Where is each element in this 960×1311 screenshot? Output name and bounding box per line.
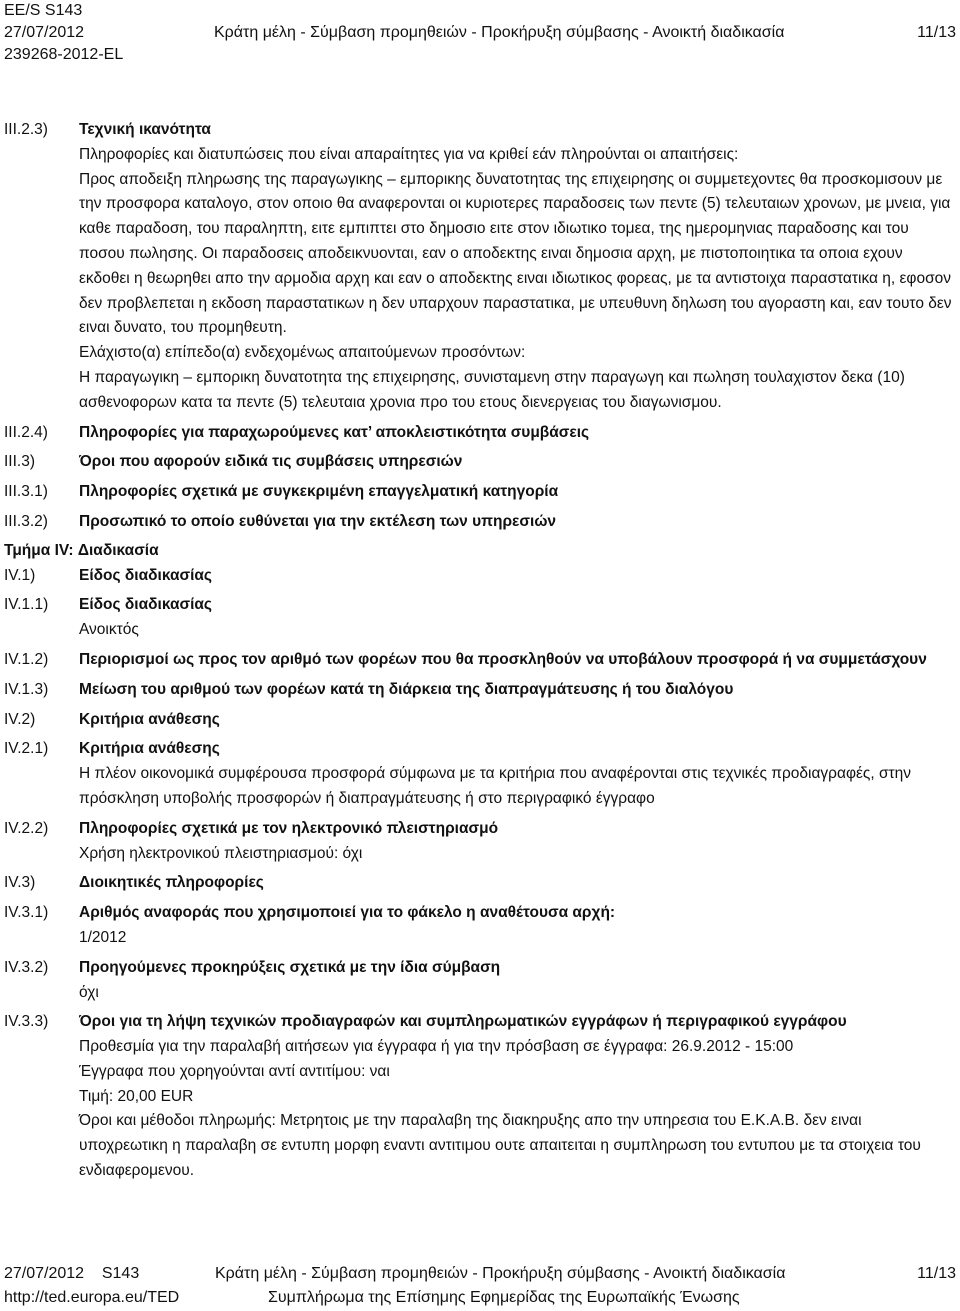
footer-supplement: Συμπλήρωμα της Επίσημης Εφημερίδας της Ευρωπαϊκής Ένωσης (268, 1289, 740, 1306)
section-iv-1-3 (0, 678, 960, 703)
section-title: Προηγούμενες προκηρύξεις σχετικά με την ίδια σύμβαση (79, 958, 501, 976)
section-title: Μείωση του αριθμού των φορέων κατά τη διάρκεια της διαπραγμάτευσης ή του διαλόγου (79, 680, 734, 698)
section-title: Τεχνική ικανότητα (79, 121, 211, 138)
section-iv-2-1 (0, 737, 960, 811)
section-iii-2-3 (0, 118, 960, 416)
section-title: Κριτήρια ανάθεσης (79, 710, 220, 728)
section-text: Ελάχιστο(α) επίπεδο(α) ενδεχομένως απαιτούμενων προσόντων: (79, 344, 526, 362)
section-iii-3 (0, 450, 960, 475)
section-text: Χρήση ηλεκτρονικού πλειστηριασμού: όχι (79, 844, 363, 862)
footer-url: http://ted.europa.eu/TED (4, 1289, 180, 1306)
header-page-number: 11/13 (917, 24, 956, 41)
section-iv-3-1 (0, 901, 960, 951)
header-doc-code: EE/S S143 (4, 2, 83, 19)
section-text: Η παραγωγικη – εμπορικη δυνατοτητα της επιχειρησης, συνισταμενη στην παραγωγη και πωληση τουλαχιστον δεκα (10) ασθενοφορων κατα τα πεντε (5) τελευταια χρονια προ του ετους διενεργειας του διαγωνισμου. (79, 368, 905, 411)
header-doc-id: 239268-2012-EL (4, 46, 124, 63)
part-label: Τμήμα IV: (4, 541, 78, 559)
section-iii-2-4 (0, 421, 960, 446)
section-iv-1-1 (0, 593, 960, 643)
section-iv-2 (0, 708, 960, 733)
section-title: Περιορισμοί ως προς τον αριθμό των φορέων που θα προσκληθούν να υποβάλουν προσφορά ή να συμμετάσχουν (79, 650, 927, 668)
footer-date-code (4, 1265, 139, 1283)
section-number: III.2.3) (4, 121, 48, 138)
section-text: Προς αποδειξη πληρωσης της παραγωγικης – εμπορικης δυνατοτητας της επιχειρησης οι συμμετεχοντες θα προσκομισουν με την προσφορα καταλογο, στον οποιο θα αναφερονται οι κυριοτερες παραδοσεις των πεντε (5) τελευταιων χρονων, με μνεια, για καθε παραδοση, του παραληπτη, ειτε εμπιπτει στο δημοσιο ειτε στον ιδιωτικο τομεα, της ημερομηνιας παραδοσης και του ποσου πωλησης. Οι παραδοσεις αποδεικνυονται, εαν ο αποδεκτης ειναι δημοσια αρχη, με πιστοποιητικα τα οποια εχουν εκδοθει η θεωρηθει απο την αρμοδια αρχη και εαν ο αποδεκτης ειναι ιδιωτικος φορεας, με τα αντιστοιχα παραστατικα η, εφοσον δεν προβλεπεται η εκδοση παραστατικων η δεν υπαρχουν παραστατικα, με υπευθυνη δηλωση του αγοραστη και, εαν τουτο δεν ειναι δυνατο, του προμηθευτη. (79, 170, 952, 337)
section-title: Διοικητικές πληροφορίες (79, 874, 264, 892)
section-title: Κριτήρια ανάθεσης (79, 740, 220, 758)
section-iv-3-2 (0, 956, 960, 1006)
section-number: IV.2.2) (4, 819, 49, 837)
section-title: Όροι που αφορούν ειδικά τις συμβάσεις υπηρεσιών (79, 453, 463, 471)
header-date: 27/07/2012 (4, 24, 85, 41)
footer-page-number: 11/13 (917, 1265, 956, 1282)
part-heading (0, 539, 960, 564)
section-title: Πληροφορίες σχετικά με συγκεκριμένη επαγγελματική κατηγορία (79, 483, 559, 501)
section-title: Είδος διαδικασίας (79, 566, 212, 584)
section-number: IV.3.2) (4, 958, 49, 976)
section-title: Όροι για τη λήψη τεχνικών προδιαγραφών και συμπληρωματικών εγγράφων ή περιγραφικού εγγράφου (79, 1013, 847, 1031)
section-title: Πληροφορίες για παραχωρούμενες κατ’ αποκλειστικότητα συμβάσεις (79, 423, 590, 441)
section-number: IV.3.1) (4, 904, 49, 922)
section-text: Όροι και μέθοδοι πληρωμής: Μετρητοις με την παραλαβη της διακηρυξης απο την υπηρεσια του Ε.Κ.Α.Β. δεν ειναι υποχρεωτικη η παραλαβη σε εντυπη μορφη εναντι αντιτιμου ουτε απαιτειται η συμπληρωση του εντυπου με τα στοιχεια του ενδιαφερομενου. (79, 1112, 921, 1180)
document-body (0, 118, 960, 1184)
section-iv-3-3 (0, 1010, 960, 1184)
section-text: Ανοικτός (79, 621, 139, 639)
section-title: Είδος διαδικασίας (79, 596, 212, 614)
section-iv-1-2 (0, 648, 960, 673)
section-text: Πληροφορίες και διατυπώσεις που είναι απαραίτητες για να κριθεί εάν πληρούνται οι απαιτήσεις: (79, 145, 739, 163)
page-footer (0, 1263, 960, 1311)
footer-code: S143 (101, 1265, 140, 1282)
section-number: IV.1.3) (4, 680, 49, 698)
section-iv-1 (0, 564, 960, 589)
section-number: III.3.1) (4, 483, 48, 501)
section-number: IV.1.1) (4, 596, 49, 614)
footer-title: Κράτη μέλη - Σύμβαση προμηθειών - Προκήρυξη σύμβασης - Ανοικτή διαδικασία (215, 1265, 786, 1282)
section-text: Τιμή: 20,00 EUR (79, 1087, 194, 1105)
section-number: IV.3) (4, 874, 36, 892)
section-iv-2-2 (0, 817, 960, 867)
section-text: όχι (79, 983, 99, 1001)
page-header (0, 0, 960, 80)
section-number: IV.2.1) (4, 740, 49, 758)
footer-date: 27/07/2012 (4, 1265, 85, 1282)
section-text: Έγγραφα που χορηγούνται αντί αντιτίμου: ναι (79, 1062, 390, 1080)
header-title: Κράτη μέλη - Σύμβαση προμηθειών - Προκήρυξη σύμβασης - Ανοικτή διαδικασία (214, 24, 785, 41)
section-title: Αριθμός αναφοράς που χρησιμοποιεί για το φάκελο η αναθέτουσα αρχή: (79, 904, 616, 922)
section-iv-3 (0, 871, 960, 896)
part-title: Διαδικασία (77, 541, 159, 559)
section-iii-3-1 (0, 480, 960, 505)
section-text: Προθεσμία για την παραλαβή αιτήσεων για έγγραφα ή για την πρόσβαση σε έγγραφα: 26.9.2012 - 15:00 (79, 1038, 794, 1056)
section-number: IV.1) (4, 566, 36, 584)
section-number: IV.3.3) (4, 1013, 49, 1031)
section-iii-3-2 (0, 510, 960, 535)
section-text: 1/2012 (79, 928, 127, 946)
section-text: Η πλέον οικονομικά συμφέρουσα προσφορά σύμφωνα με τα κριτήρια που αναφέρονται στις τεχνικές προδιαγραφές, στην πρόσκληση υποβολής προσφορών ή διαπραγμάτευσης ή στο περιγραφικό έγγραφο (79, 765, 912, 807)
section-title: Προσωπικό το οποίο ευθύνεται για την εκτέλεση των υπηρεσιών (79, 512, 557, 530)
section-number: III.3) (4, 453, 36, 471)
section-number: III.2.4) (4, 423, 48, 441)
section-title: Πληροφορίες σχετικά με τον ηλεκτρονικό πλειστηριασμό (79, 819, 499, 837)
section-number: III.3.2) (4, 512, 48, 530)
section-number: IV.2) (4, 710, 36, 728)
section-number: IV.1.2) (4, 650, 49, 668)
